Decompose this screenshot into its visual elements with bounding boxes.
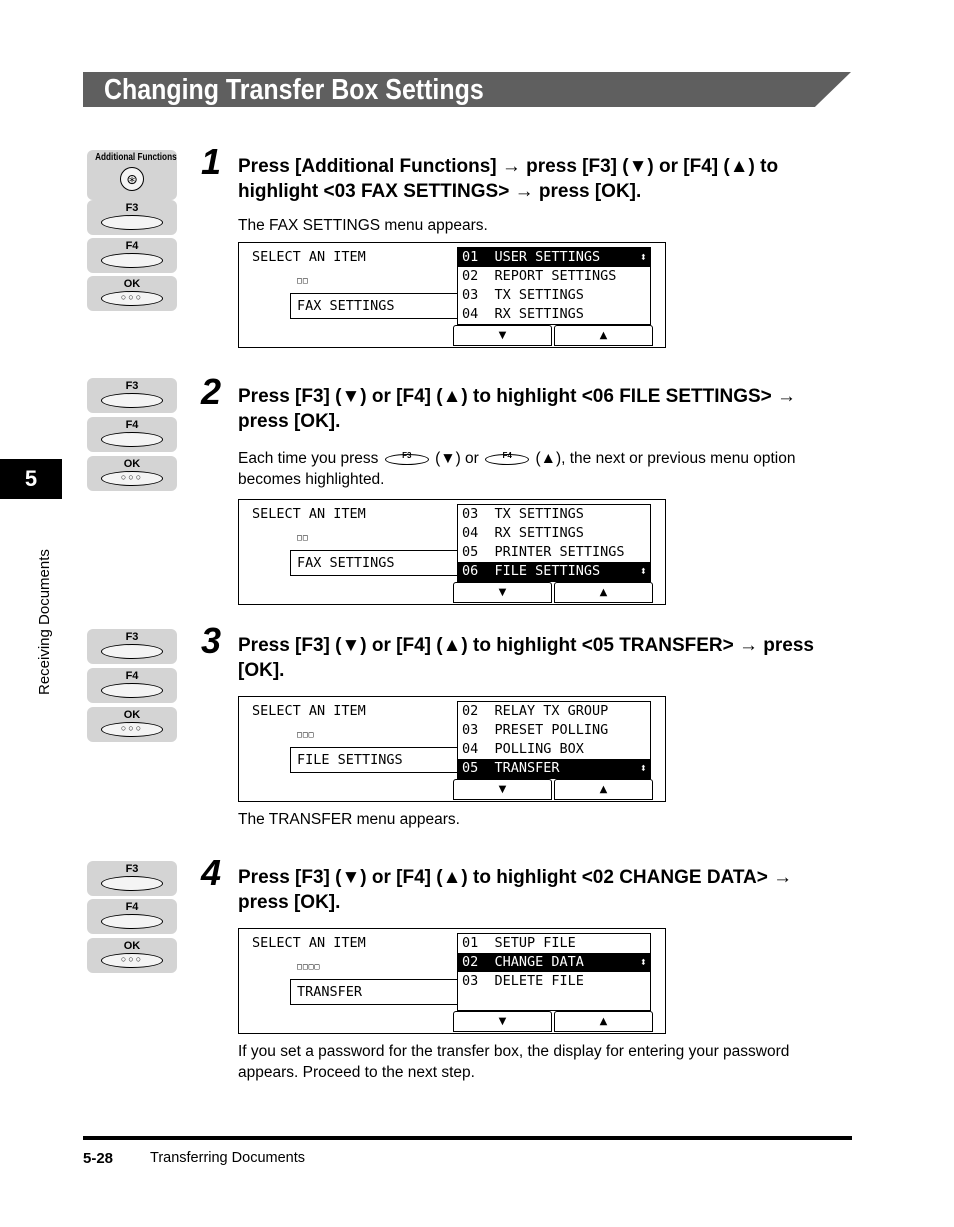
- additional-functions-key: Additional Functions ⊛: [87, 150, 177, 200]
- lcd-up-button: ▲: [554, 325, 653, 346]
- f4-key: F4: [87, 238, 177, 273]
- footer-rule: [83, 1136, 852, 1140]
- lcd-screen: SELECT AN ITEM □□□□ TRANSFER 01 SETUP FILE 02 CHANGE DATA ⬍ 03 DELETE FILE ▼ ▲: [238, 928, 666, 1034]
- f3-key: F3: [87, 629, 177, 664]
- chapter-tab: 5: [0, 459, 62, 499]
- lcd-menu-item: 06 FILE SETTINGS ⬍: [458, 562, 650, 581]
- ok-key: OK ○○○: [87, 707, 177, 742]
- step-number: 4: [201, 852, 222, 893]
- f3-key-icon: F3: [383, 448, 431, 466]
- ok-key: OK ○○○: [87, 938, 177, 973]
- footer-section-title: Transferring Documents: [150, 1150, 305, 1166]
- step-note: If you set a password for the transfer box, the display for entering your password appears. Proceed to the next step.: [238, 1043, 790, 1081]
- lcd-menu-item: 02 CHANGE DATA ⬍: [458, 953, 650, 972]
- lcd-menu-item: 05 PRINTER SETTINGS: [462, 544, 625, 560]
- f3-key: F3: [87, 861, 177, 896]
- lcd-menu-list: [457, 504, 651, 582]
- page-title: Changing Transfer Box Settings: [104, 74, 484, 106]
- step-note: The FAX SETTINGS menu appears.: [238, 217, 488, 234]
- lcd-menu-item: 01 USER SETTINGS ⬍: [458, 248, 650, 267]
- step-instruction: Press [F3] (▼) or [F4] (▲) to highlight <02 CHANGE DATA> → press [OK].: [238, 867, 793, 913]
- lcd-path: FAX SETTINGS: [290, 293, 458, 319]
- lcd-menu-item: 03 DELETE FILE: [462, 973, 584, 989]
- lcd-menu-item: 05 TRANSFER ⬍: [458, 759, 650, 778]
- page-number: 5-28: [83, 1150, 114, 1167]
- lcd-menu-list: [457, 247, 651, 325]
- step-number: 3: [201, 620, 222, 661]
- step-number: 1: [201, 141, 222, 182]
- f4-key: F4: [87, 668, 177, 703]
- lcd-menu-item: 03 TX SETTINGS: [462, 287, 584, 303]
- lcd-screen: SELECT AN ITEM □□ FAX SETTINGS 03 TX SETTINGS 04 RX SETTINGS 05 PRINTER SETTINGS 06 FILE SETTINGS ⬍ ▼ ▲: [238, 499, 666, 605]
- f4-key: F4: [87, 417, 177, 452]
- lcd-menu-item: 03 PRESET POLLING: [462, 722, 609, 738]
- f3-key: F3: [87, 378, 177, 413]
- lcd-menu-item: 04 POLLING BOX: [462, 741, 584, 757]
- lcd-up-button: ▲: [554, 779, 653, 800]
- lcd-down-button: ▼: [453, 325, 552, 346]
- step-note: The TRANSFER menu appears.: [238, 811, 460, 828]
- lcd-menu-list: [457, 933, 651, 1011]
- lcd-path: TRANSFER: [290, 979, 458, 1005]
- lcd-menu-item: 01 SETUP FILE: [462, 935, 576, 951]
- lcd-path: FILE SETTINGS: [290, 747, 458, 773]
- lcd-menu-item: 03 TX SETTINGS: [462, 506, 584, 522]
- lcd-screen: SELECT AN ITEM □□□ FILE SETTINGS 02 RELAY TX GROUP 03 PRESET POLLING 04 POLLING BOX 05 TRANSFER ⬍ ▼ ▲: [238, 696, 666, 802]
- lcd-up-button: ▲: [554, 1011, 653, 1032]
- step-instruction: Press [F3] (▼) or [F4] (▲) to highlight <05 TRANSFER> → press [OK].: [238, 635, 815, 681]
- ok-key: OK ○○○: [87, 276, 177, 311]
- lcd-menu-list: [457, 701, 651, 779]
- lcd-down-button: ▼: [453, 1011, 552, 1032]
- lcd-down-button: ▼: [453, 582, 552, 603]
- ok-key: OK ○○○: [87, 456, 177, 491]
- chapter-label: Receiving Documents: [36, 549, 53, 695]
- lcd-up-button: ▲: [554, 582, 653, 603]
- lcd-menu-item: 02 RELAY TX GROUP: [462, 703, 609, 719]
- f4-key: F4: [87, 899, 177, 934]
- step-note: Each time you press F3 (▼) or F4 (▲), the next or previous menu option becomes highlighted.: [238, 450, 796, 488]
- lcd-down-button: ▼: [453, 779, 552, 800]
- step-instruction: Press [Additional Functions] → press [F3] (▼) or [F4] (▲) to highlight <03 FAX SETTINGS> → press [OK].: [238, 156, 779, 202]
- f4-key-icon: F4: [483, 448, 531, 466]
- lcd-menu-item: 02 REPORT SETTINGS: [462, 268, 617, 284]
- lcd-screen: SELECT AN ITEM □□ FAX SETTINGS 01 USER SETTINGS ⬍ 02 REPORT SETTINGS 03 TX SETTINGS 04 RX SETTINGS ▼ ▲: [238, 242, 666, 348]
- lcd-path: FAX SETTINGS: [290, 550, 458, 576]
- lcd-menu-item: 04 RX SETTINGS: [462, 525, 584, 541]
- step-instruction: Press [F3] (▼) or [F4] (▲) to highlight <06 FILE SETTINGS> → press [OK].: [238, 386, 797, 432]
- additional-functions-icon: ⊛: [120, 167, 144, 191]
- lcd-menu-item: 04 RX SETTINGS: [462, 306, 584, 322]
- f3-key: F3: [87, 200, 177, 235]
- step-number: 2: [201, 371, 222, 412]
